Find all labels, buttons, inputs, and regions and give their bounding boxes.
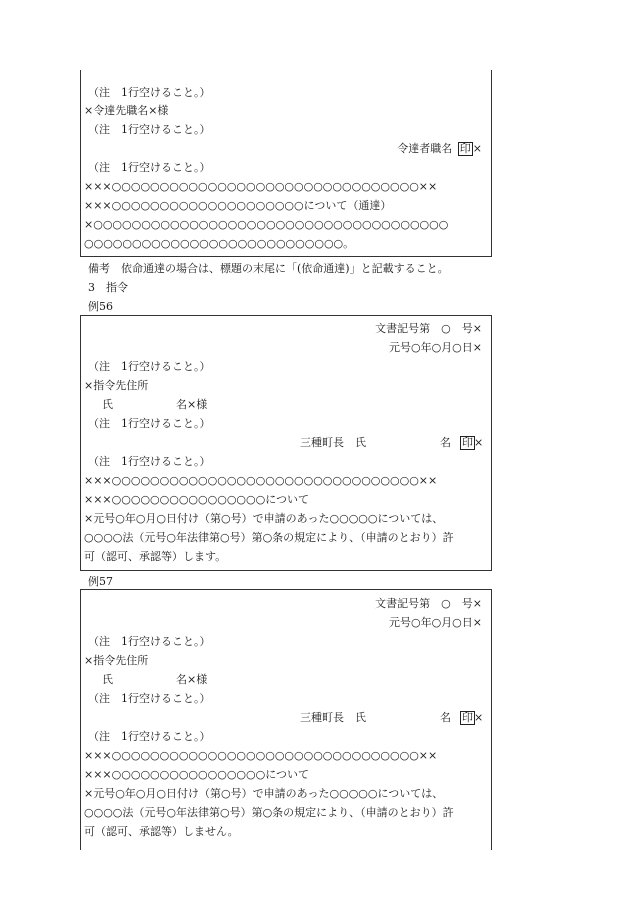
body-line: ×○○○○○○○○○○○○○○○○○○○○○○○○○○○○○○○○○○○○○ (84, 218, 449, 231)
title-line: ×××○○○○○○○○○○○○○○○○について (84, 493, 310, 506)
body-line: ×××○○○○○○○○○○○○○○○○○○○○○○○○○○○○○○○○×× (84, 749, 438, 762)
body-line: ○○○○法（元号○年法律第○号）第○条の規定により、（申請のとおり）許 (84, 531, 454, 544)
seal-mark: 印 (459, 142, 471, 155)
example-label: 例57 (88, 575, 113, 588)
body-line: ×××○○○○○○○○○○○○○○○○○○○○○○○○○○○○○○○○×× (84, 180, 438, 193)
sender-after: × (472, 142, 482, 155)
name-part-a: 氏 (102, 673, 113, 686)
note-line: （注 1行空けること。） (88, 360, 211, 373)
body-line: 可（認可、承認等）します。 (84, 550, 227, 563)
name-part-b: 名×様 (176, 673, 208, 686)
document-date: 元号○年○月○日× (388, 616, 482, 629)
body-line: ○○○○○○○○○○○○○○○○○○○○○○○○○○○。 (84, 237, 355, 250)
body-line: ×元号○年○月○日付け（第○号）で申請のあった○○○○○については、 (84, 512, 444, 525)
document-number: 文書記号第 ○ 号× (375, 322, 482, 335)
issuer-after: × (474, 436, 484, 449)
sender-line (88, 142, 482, 156)
sender-name: 令達者職名 (397, 142, 453, 155)
issuer-part-a: 三種町長 氏 (300, 436, 366, 449)
issuer-part-a: 三種町長 氏 (300, 711, 366, 724)
recipient-name (88, 398, 482, 412)
document-number: 文書記号第 ○ 号× (375, 597, 482, 610)
example-label: 例56 (88, 300, 113, 313)
note-line: （注 1行空けること。） (88, 161, 211, 174)
name-part-b: 名×様 (176, 398, 208, 411)
note-line: （注 1行空けること。） (88, 730, 211, 743)
note-line: （注 1行空けること。） (88, 417, 211, 430)
title-line: ×××○○○○○○○○○○○○○○○○について (84, 768, 310, 781)
issuer-part-b: 名 (440, 711, 451, 724)
body-line: ○○○○法（元号○年法律第○号）第○条の規定により、（申請のとおり）許 (84, 806, 454, 819)
note-line: （注 1行空けること。） (88, 455, 211, 468)
issuer-line (88, 436, 482, 450)
issuer-after: × (474, 711, 484, 724)
issuer-part-b: 名 (440, 436, 451, 449)
recipient-line: ×令達先職名×様 (84, 104, 169, 117)
section-heading: 3 指令 (88, 281, 128, 294)
recipient-name (88, 673, 482, 687)
document-date: 元号○年○月○日× (388, 341, 482, 354)
body-line: ×××○○○○○○○○○○○○○○○○○○○○○○○○○○○○○○○○×× (84, 474, 438, 487)
issuer-line (88, 711, 482, 725)
body-line: 可（認可、承認等）しません。 (84, 825, 239, 838)
note-line: （注 1行空けること。） (88, 692, 211, 705)
seal-mark: 印 (462, 436, 473, 449)
recipient-address: ×指令先住所 (84, 654, 149, 667)
note-line: （注 1行空けること。） (88, 86, 211, 99)
title-line: ×××○○○○○○○○○○○○○○○○○○○○について（通達） (84, 199, 392, 212)
remark-text: 備考 依命通達の場合は、標題の末尾に「(依命通達)」と記載すること。 (88, 262, 449, 275)
note-line: （注 1行空けること。） (88, 635, 211, 648)
body-line: ×元号○年○月○日付け（第○号）で申請のあった○○○○○については、 (84, 787, 444, 800)
name-part-a: 氏 (102, 398, 113, 411)
recipient-address: ×指令先住所 (84, 379, 149, 392)
note-line: （注 1行空けること。） (88, 123, 211, 136)
seal-mark: 印 (462, 711, 473, 724)
